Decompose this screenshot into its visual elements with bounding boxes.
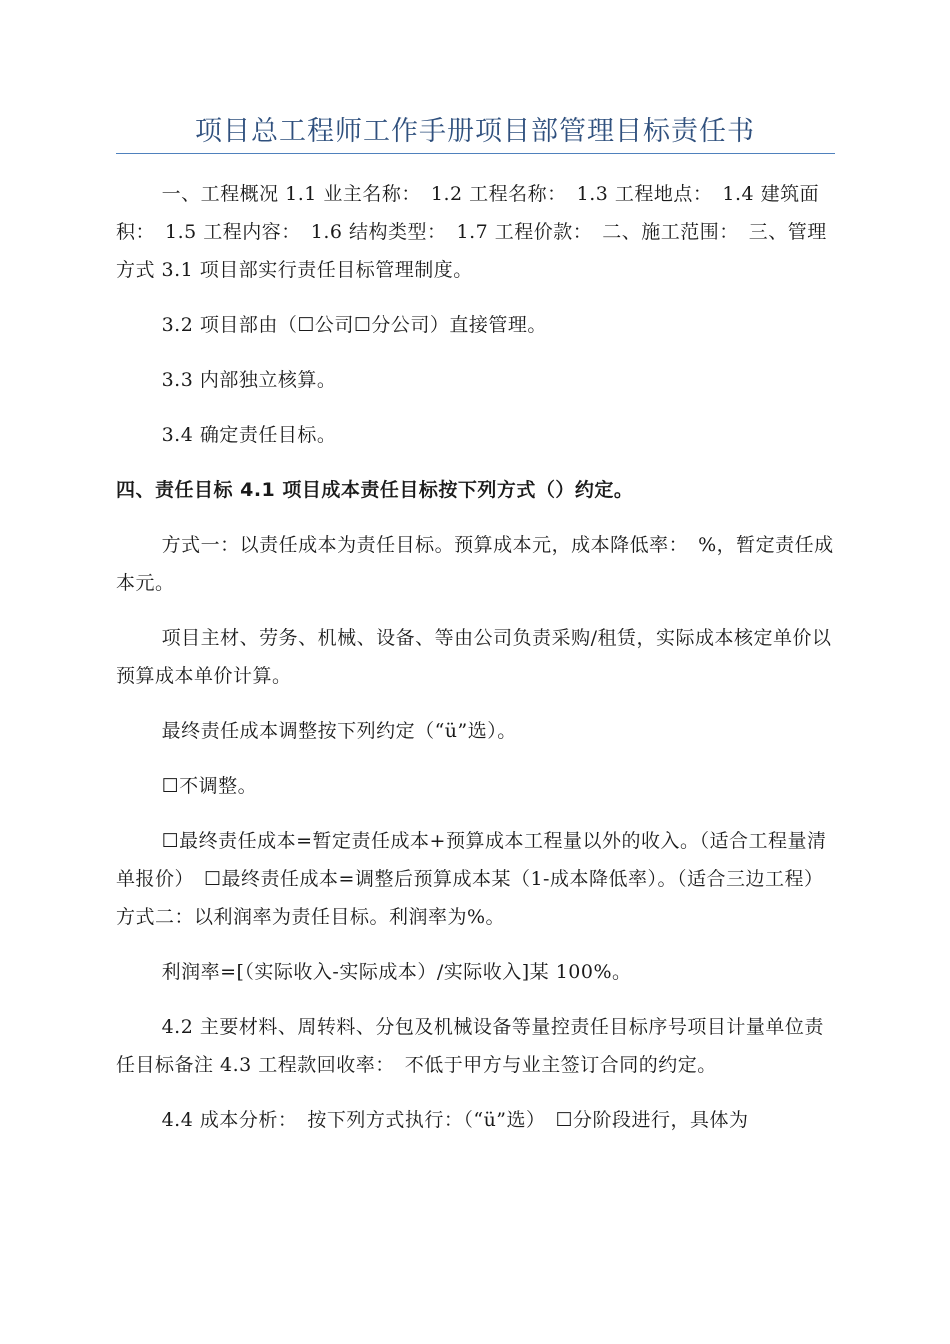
document-title: 项目总工程师工作手册项目部管理目标责任书 (195, 116, 755, 147)
title-underline (116, 153, 835, 154)
paragraph-method-one: 方式一：以责任成本为责任目标。预算成本元，成本降低率： %，暂定责任成本元。 (116, 534, 834, 594)
paragraph-independent-accounting: 3.3 内部独立核算。 (161, 369, 337, 391)
paragraph-quantity-control: 4.2 主要材料、周转料、分包及机械设备等量控责任目标序号项目计量单位责任目标备注 4.3 工程款回收率： 不低于甲方与业主签订合同的约定。 (116, 1016, 824, 1076)
paragraph-project-overview: 一、工程概况 1.1 业主名称： 1.2 工程名称： 1.3 工程地点： 1.4 建筑面积： 1.5 工程内容： 1.6 结构类型： 1.7 工程价款： 二、施工范围： 三、管理方式 3.1 项目部实行责任目标管理制度。 (116, 183, 827, 281)
paragraph-no-adjustment: ☐不调整。 (161, 775, 258, 797)
document-body (116, 175, 836, 1156)
paragraph-define-targets: 3.4 确定责任目标。 (161, 424, 337, 446)
paragraph-final-cost-adjustment: 最终责任成本调整按下列约定（“ü”选）。 (161, 720, 517, 742)
paragraph-cost-analysis: 4.4 成本分析： 按下列方式执行：（“ü”选） ☐分阶段进行，具体为 (161, 1109, 749, 1131)
paragraph-management-unit: 3.2 项目部由（☐公司☐分公司）直接管理。 (161, 314, 547, 336)
paragraph-adjustment-options: ☐最终责任成本=暂定责任成本+预算成本工程量以外的收入。（适合工程量清单报价） ☐最终责任成本=调整后预算成本某（1-成本降低率）。（适合三边工程） 方式二：以利润率为责任目标。利润率为%。 (116, 830, 834, 928)
paragraph-profit-formula: 利润率=[（实际收入-实际成本）/实际收入]某 100%。 (161, 961, 632, 983)
section-heading-responsibility-targets: 四、责任目标 4.1 项目成本责任目标按下列方式（）约定。 (116, 479, 634, 501)
paragraph-procurement: 项目主材、劳务、机械、设备、等由公司负责采购/租赁，实际成本核定单价以预算成本单价计算。 (116, 627, 832, 687)
